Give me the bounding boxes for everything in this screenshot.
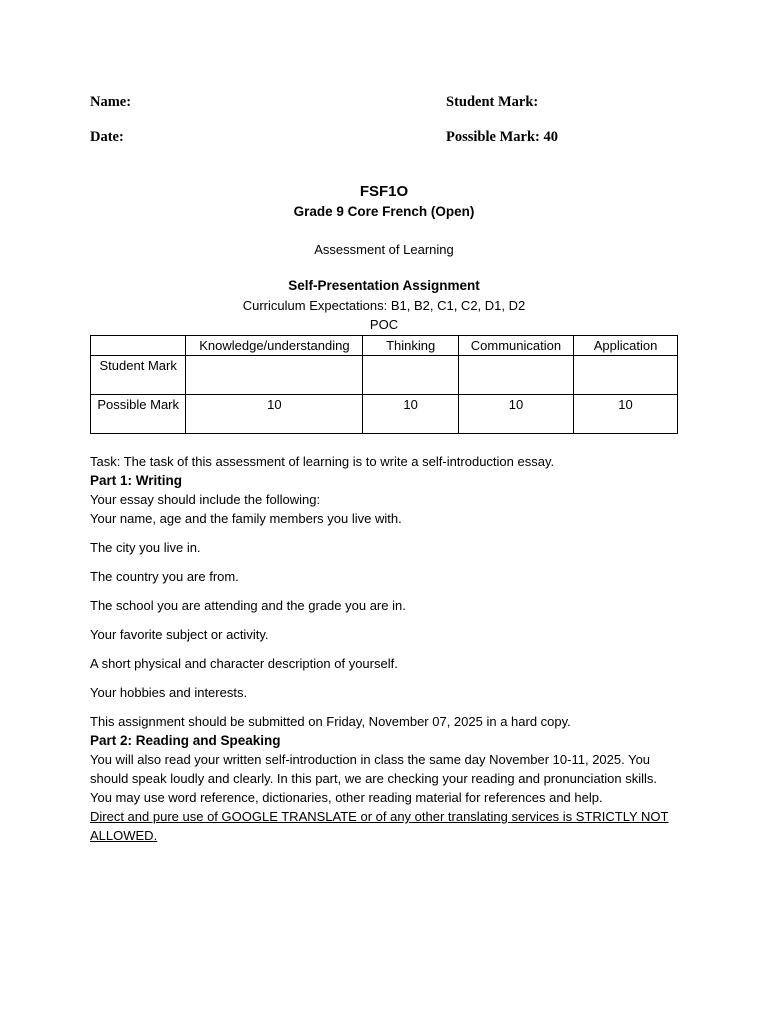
table-cell: [186, 356, 363, 395]
table-header-cell: [91, 336, 186, 356]
table-header-cell: Knowledge/understanding: [186, 336, 363, 356]
table-header-cell: Thinking: [363, 336, 458, 356]
table-header-row: [91, 336, 678, 356]
marks-table: [90, 335, 678, 434]
list-item: Your hobbies and interests.: [90, 685, 248, 700]
task-text: Task: The task of this assessment of learning is to write a self-introduction essay.: [90, 454, 555, 469]
course-name: Grade 9 Core French (Open): [293, 204, 475, 219]
assessment-type: Assessment of Learning: [314, 242, 454, 257]
table-cell: 10: [363, 395, 458, 434]
list-item: Your name, age and the family members you live with.: [90, 511, 402, 526]
student-mark-label: Student Mark:: [446, 94, 539, 110]
submission-note: This assignment should be submitted on Friday, November 07, 2025 in a hard copy.: [90, 714, 571, 729]
part2-text: You will also read your written self-introduction in class the same day November 10-11, 2025. You should speak loudly and clearly. In this part, we are checking your reading and pronunciation skills. You may use word reference, dictionaries, other reading material for references and help.: [90, 752, 658, 805]
table-header-cell: Application: [574, 336, 678, 356]
list-item: The city you live in.: [90, 540, 201, 555]
part1-heading: Part 1: Writing: [90, 473, 183, 488]
list-item: Your favorite subject or activity.: [90, 627, 269, 642]
part1-intro: Your essay should include the following:: [90, 492, 321, 507]
part2-heading: Part 2: Reading and Speaking: [90, 733, 281, 748]
assignment-body: [90, 452, 690, 845]
assignment-title: Self-Presentation Assignment: [288, 278, 480, 293]
name-label: Name:: [90, 94, 132, 110]
translation-warning: Direct and pure use of GOOGLE TRANSLATE or of any other translating services is STRICTLY NOT ALLOWED.: [90, 809, 669, 843]
curriculum-expectations: Curriculum Expectations: B1, B2, C1, C2, D1, D2: [242, 298, 526, 313]
table-cell: [458, 356, 573, 395]
course-code: FSF1O: [359, 183, 409, 200]
list-item: The school you are attending and the grade you are in.: [90, 598, 406, 613]
table-cell: [363, 356, 458, 395]
list-item: The country you are from.: [90, 569, 239, 584]
table-cell: 10: [574, 395, 678, 434]
date-label: Date:: [90, 129, 124, 145]
table-cell: 10: [186, 395, 363, 434]
table-row: [91, 395, 678, 434]
list-item: A short physical and character description of yourself.: [90, 656, 398, 671]
row-label-student-mark: Student Mark: [91, 356, 186, 395]
poc-label: POC: [369, 317, 399, 332]
table-header-cell: Communication: [458, 336, 573, 356]
table-cell: [574, 356, 678, 395]
table-row: [91, 356, 678, 395]
possible-mark-label: Possible Mark: 40: [446, 129, 558, 145]
table-cell: 10: [458, 395, 573, 434]
row-label-possible-mark: Possible Mark: [91, 395, 186, 434]
